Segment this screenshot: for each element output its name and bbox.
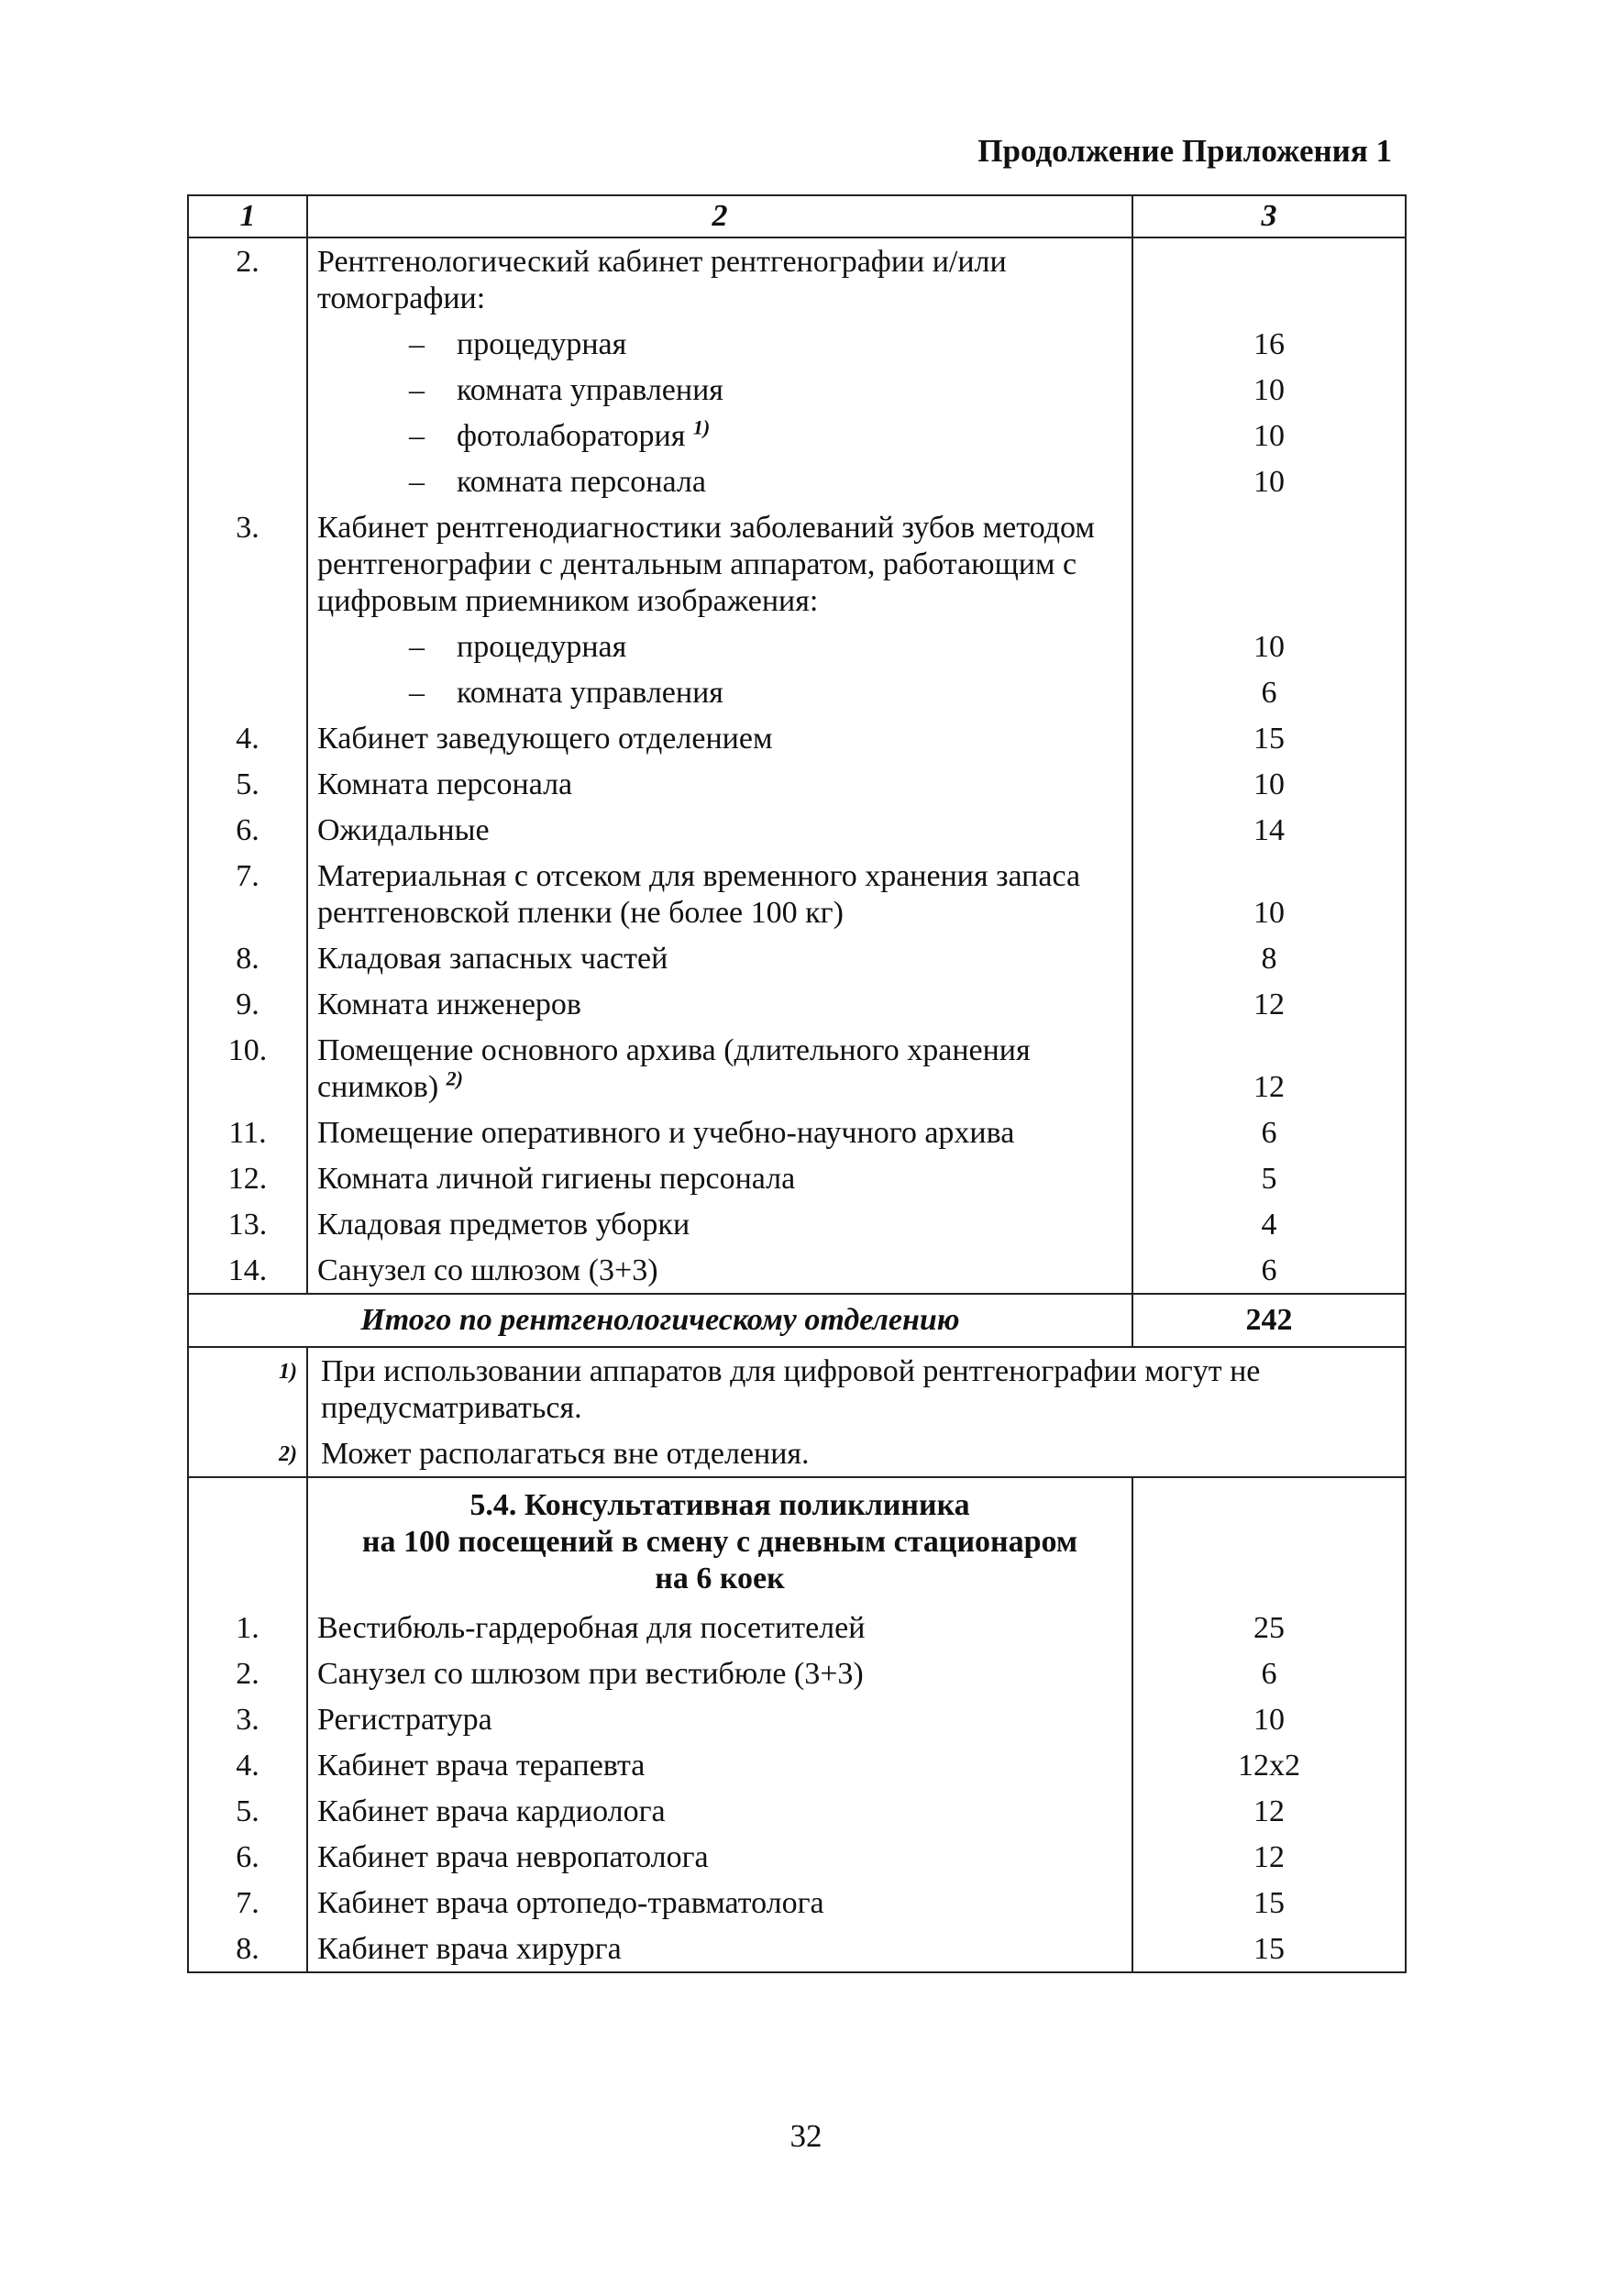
table-row bbox=[188, 624, 1406, 669]
row-number: 14. bbox=[188, 1247, 307, 1294]
row-value: 15 bbox=[1132, 1880, 1406, 1926]
row-label: процедурная bbox=[457, 327, 627, 361]
row-text bbox=[307, 1109, 1132, 1155]
row-text bbox=[307, 1201, 1132, 1247]
table-row bbox=[188, 981, 1406, 1027]
row-text bbox=[307, 1926, 1132, 1972]
row-text bbox=[307, 1247, 1132, 1294]
row-number: 2. bbox=[188, 237, 307, 321]
total-label: Итого по рентгенологическому отделению bbox=[188, 1294, 1132, 1347]
row-text bbox=[307, 1650, 1132, 1696]
row-text bbox=[307, 1155, 1132, 1201]
row-label: Санузел со шлюзом при вестибюле (3+3) bbox=[317, 1657, 864, 1691]
page-number: 32 bbox=[789, 2118, 823, 2154]
row-value: 12 bbox=[1132, 1788, 1406, 1834]
row-label: Комната личной гигиены персонала bbox=[317, 1162, 796, 1196]
row-value: 12 bbox=[1132, 1027, 1406, 1109]
row-label: Кабинет врача кардиолога bbox=[317, 1794, 666, 1828]
row-label: Кабинет врача хирурга bbox=[317, 1932, 622, 1966]
row-text bbox=[307, 1742, 1132, 1788]
row-label: Кладовая запасных частей bbox=[317, 942, 668, 976]
table-header-row bbox=[188, 195, 1406, 237]
section-num-cell bbox=[188, 1477, 307, 1605]
row-number bbox=[188, 321, 307, 367]
row-number: 5. bbox=[188, 1788, 307, 1834]
footnote-text: При использовании аппаратов для цифровой рентгенографии могут не предусматриваться. bbox=[307, 1347, 1406, 1430]
dash: – bbox=[409, 419, 425, 453]
row-text bbox=[307, 981, 1132, 1027]
row-value: 25 bbox=[1132, 1605, 1406, 1650]
row-number: 2. bbox=[188, 1650, 307, 1696]
row-value: 10 bbox=[1132, 458, 1406, 504]
footnote-text: Может располагаться вне отделения. bbox=[307, 1430, 1406, 1477]
running-head: Продолжение Приложения 1 bbox=[977, 133, 1392, 169]
row-text bbox=[307, 624, 1132, 669]
row-number: 7. bbox=[188, 853, 307, 935]
header-col-3: 3 bbox=[1132, 195, 1406, 237]
row-number bbox=[188, 413, 307, 458]
row-value: 6 bbox=[1132, 669, 1406, 715]
table-row bbox=[188, 413, 1406, 458]
row-value: 12 bbox=[1132, 981, 1406, 1027]
section-title-line: 5.4. Консультативная поликлиника bbox=[469, 1488, 970, 1522]
row-value: 8 bbox=[1132, 935, 1406, 981]
row-number: 9. bbox=[188, 981, 307, 1027]
row-label: фотолаборатория bbox=[457, 419, 686, 453]
table-row bbox=[188, 1155, 1406, 1201]
row-number: 3. bbox=[188, 1696, 307, 1742]
table-row bbox=[188, 237, 1406, 321]
table-row bbox=[188, 935, 1406, 981]
row-value: 6 bbox=[1132, 1109, 1406, 1155]
row-label: Помещение оперативного и учебно-научного архива bbox=[317, 1116, 1015, 1150]
row-label: комната персонала bbox=[457, 465, 706, 499]
row-number: 1. bbox=[188, 1605, 307, 1650]
header-col-2: 2 bbox=[307, 195, 1132, 237]
row-label: Помещение основного архива (длительного хранения снимков) bbox=[317, 1033, 1031, 1104]
row-value: 6 bbox=[1132, 1650, 1406, 1696]
row-text bbox=[307, 1605, 1132, 1650]
row-label: комната управления bbox=[457, 676, 723, 710]
row-label: Комната инженеров bbox=[317, 988, 581, 1021]
table-row bbox=[188, 1696, 1406, 1742]
footnote-row bbox=[188, 1430, 1406, 1477]
table-row bbox=[188, 458, 1406, 504]
row-value: 10 bbox=[1132, 367, 1406, 413]
row-number: 4. bbox=[188, 1742, 307, 1788]
total-row bbox=[188, 1294, 1406, 1347]
row-text bbox=[307, 853, 1132, 935]
row-label: Санузел со шлюзом (3+3) bbox=[317, 1253, 658, 1287]
table-row bbox=[188, 1742, 1406, 1788]
header-col-1: 1 bbox=[188, 195, 307, 237]
table-row bbox=[188, 1605, 1406, 1650]
dash: – bbox=[409, 465, 425, 499]
table-row bbox=[188, 1109, 1406, 1155]
footnote-row bbox=[188, 1347, 1406, 1430]
row-number: 13. bbox=[188, 1201, 307, 1247]
footnote-mark: 2) bbox=[188, 1430, 307, 1477]
footnote-mark: 1) bbox=[188, 1347, 307, 1430]
row-value: 10 bbox=[1132, 413, 1406, 458]
row-number: 8. bbox=[188, 1926, 307, 1972]
table-row bbox=[188, 715, 1406, 761]
row-label: Ожидальные bbox=[317, 813, 490, 847]
table-row bbox=[188, 853, 1406, 935]
row-number: 3. bbox=[188, 504, 307, 624]
table-row bbox=[188, 1201, 1406, 1247]
row-number: 8. bbox=[188, 935, 307, 981]
table-row bbox=[188, 807, 1406, 853]
section-title-line: на 6 коек bbox=[655, 1562, 785, 1595]
row-value: 16 bbox=[1132, 321, 1406, 367]
row-value: 6 bbox=[1132, 1247, 1406, 1294]
row-value: 15 bbox=[1132, 715, 1406, 761]
section-title bbox=[307, 1477, 1132, 1605]
row-value: 12 bbox=[1132, 1834, 1406, 1880]
dash: – bbox=[409, 630, 425, 664]
row-value: 10 bbox=[1132, 1696, 1406, 1742]
row-label: Комната персонала bbox=[317, 767, 573, 801]
row-label: Кладовая предметов уборки bbox=[317, 1208, 690, 1242]
row-text bbox=[307, 935, 1132, 981]
section-value-cell bbox=[1132, 1477, 1406, 1605]
table-row bbox=[188, 669, 1406, 715]
table-row bbox=[188, 1926, 1406, 1972]
row-number: 6. bbox=[188, 807, 307, 853]
row-value bbox=[1132, 504, 1406, 624]
section-title-line: на 100 посещений в смену с дневным стационаром bbox=[361, 1525, 1078, 1559]
row-value: 10 bbox=[1132, 853, 1406, 935]
row-text bbox=[307, 321, 1132, 367]
row-text bbox=[307, 1834, 1132, 1880]
row-number bbox=[188, 458, 307, 504]
premises-table bbox=[187, 194, 1407, 1973]
table-row bbox=[188, 1027, 1406, 1109]
row-number: 5. bbox=[188, 761, 307, 807]
row-text bbox=[307, 715, 1132, 761]
row-label: Регистратура bbox=[317, 1703, 492, 1737]
table-row bbox=[188, 1880, 1406, 1926]
row-text bbox=[307, 1696, 1132, 1742]
dash: – bbox=[409, 373, 425, 407]
row-label: Вестибюль-гардеробная для посетителей bbox=[317, 1611, 866, 1645]
table-row bbox=[188, 367, 1406, 413]
total-value: 242 bbox=[1132, 1294, 1406, 1347]
row-number: 10. bbox=[188, 1027, 307, 1109]
row-number: 6. bbox=[188, 1834, 307, 1880]
row-number: 4. bbox=[188, 715, 307, 761]
row-label: Рентгенологический кабинет рентгенографии и/или томографии: bbox=[317, 245, 1007, 315]
row-label: Материальная с отсеком для временного хранения запаса рентгеновской пленки (не более 100 кг) bbox=[317, 859, 1081, 930]
row-number bbox=[188, 669, 307, 715]
row-value bbox=[1132, 237, 1406, 321]
table-row bbox=[188, 1247, 1406, 1294]
row-text bbox=[307, 669, 1132, 715]
row-label: Кабинет рентгенодиагностики заболеваний зубов методом рентгенографии с дентальным аппаратом, работающим с цифровым приемником изображения: bbox=[317, 511, 1095, 618]
row-label: Кабинет врача ортопедо-травматолога bbox=[317, 1886, 824, 1920]
row-value: 15 bbox=[1132, 1926, 1406, 1972]
row-value: 10 bbox=[1132, 624, 1406, 669]
row-value: 4 bbox=[1132, 1201, 1406, 1247]
row-value: 5 bbox=[1132, 1155, 1406, 1201]
row-number: 11. bbox=[188, 1109, 307, 1155]
row-text bbox=[307, 807, 1132, 853]
dash: – bbox=[409, 676, 425, 710]
row-label: Кабинет заведующего отделением bbox=[317, 722, 773, 756]
table-row bbox=[188, 761, 1406, 807]
row-text bbox=[307, 237, 1132, 321]
row-label: процедурная bbox=[457, 630, 627, 664]
section-heading-row bbox=[188, 1477, 1406, 1605]
row-label: Кабинет врача терапевта bbox=[317, 1749, 646, 1783]
table-row bbox=[188, 1834, 1406, 1880]
row-text bbox=[307, 761, 1132, 807]
row-value: 12х2 bbox=[1132, 1742, 1406, 1788]
row-text bbox=[307, 1788, 1132, 1834]
table-row bbox=[188, 321, 1406, 367]
row-number: 12. bbox=[188, 1155, 307, 1201]
row-text bbox=[307, 1027, 1132, 1109]
table-row bbox=[188, 504, 1406, 624]
footnote-ref: 1) bbox=[692, 415, 711, 439]
row-label: Кабинет врача невропатолога bbox=[317, 1840, 709, 1874]
row-number: 7. bbox=[188, 1880, 307, 1926]
row-text bbox=[307, 504, 1132, 624]
dash: – bbox=[409, 327, 425, 361]
table-row bbox=[188, 1650, 1406, 1696]
row-value: 10 bbox=[1132, 761, 1406, 807]
row-number bbox=[188, 367, 307, 413]
row-value: 14 bbox=[1132, 807, 1406, 853]
row-text bbox=[307, 367, 1132, 413]
row-text bbox=[307, 1880, 1132, 1926]
row-text bbox=[307, 413, 1132, 458]
footnote-ref: 2) bbox=[446, 1066, 463, 1090]
row-text bbox=[307, 458, 1132, 504]
row-label: комната управления bbox=[457, 373, 723, 407]
table-row bbox=[188, 1788, 1406, 1834]
row-number bbox=[188, 624, 307, 669]
